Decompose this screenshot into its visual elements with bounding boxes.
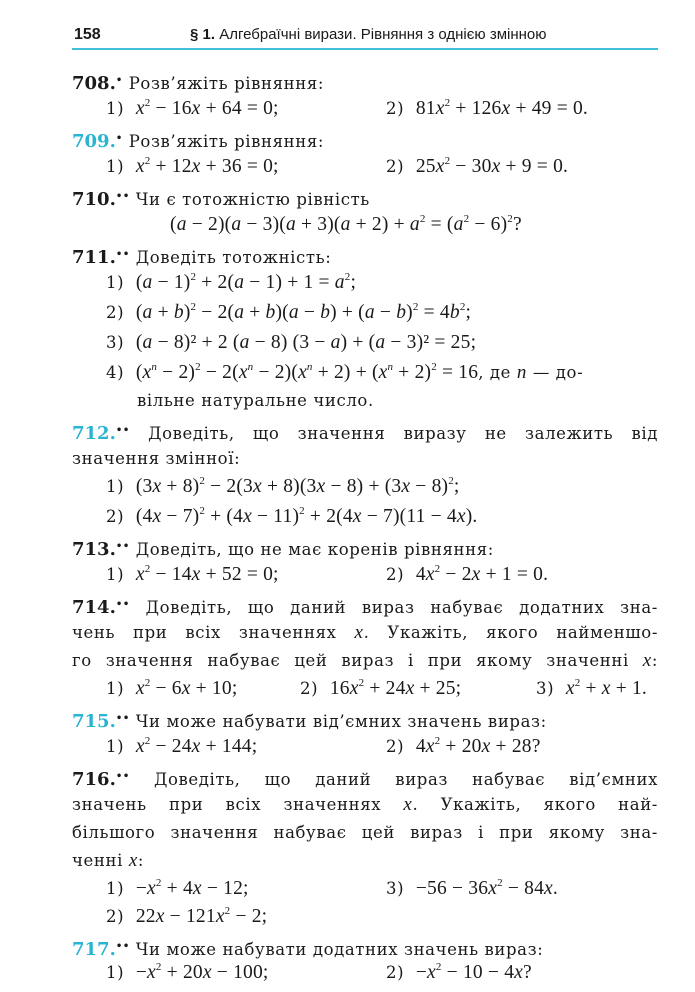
problem-714: 714.•• Доведіть, що даний вираз набуває додатних зна- (72, 597, 658, 618)
problem-716: 716.•• Доведіть, що даний вираз набуває від’ємних (72, 769, 658, 790)
problem-711-item-4-cont: вільне натуральне число. (137, 391, 374, 410)
problem-709: 709.• Розв’яжіть рівняння: (72, 131, 324, 152)
problem-709-item-2: 2) $25x^2 - 30x + 9 = 0$. (386, 155, 569, 177)
problem-713-item-1: 1) $x^2 - 14x + 52 = 0$; (106, 563, 279, 585)
header-rule (72, 48, 658, 50)
problem-713: 713.•• Доведіть, що не має коренів рівняння: (72, 539, 494, 560)
problem-712-item-2: 2) $(4x - 7)^2 + (4x - 11)^2 + 2(4x - 7)(11 - 4x)$. (106, 505, 478, 527)
problem-711-item-1: 1) $(a - 1)^2 + 2(a - 1) + 1 = a^2$; (106, 271, 357, 293)
problem-716-item-3: $3) -56 - 36x^2 - 84x$. (386, 877, 558, 899)
problem-714-item-2: 2) $16x^2 + 24x + 25$; (300, 677, 462, 699)
problem-716-cont-1: значень при всіх значеннях x. Укажіть, якого най- (72, 794, 658, 815)
problem-717-item-2: $2) -x^2 - 10 - 4x$? (386, 961, 532, 983)
problem-711: 711.•• Доведіть тотожність: (72, 247, 332, 268)
problem-710: 710.•• Чи є тотожністю рівність (72, 189, 370, 210)
section-title: § 1. Алгебраїчні вирази. Рівняння з однією змінною (190, 26, 547, 43)
problem-708-item-1: 1) $x^2 - 16x + 64 = 0$; (106, 97, 279, 119)
problem-708: 708.• Розв’яжіть рівняння: (72, 73, 324, 94)
problem-715: 715.•• Чи може набувати від’ємних значень вираз: (72, 711, 547, 732)
problem-717: 717.•• Чи може набувати додатних значень вираз: (72, 939, 544, 960)
problem-713-item-2: 2) $4x^2 - 2x + 1 = 0$. (386, 563, 549, 585)
problem-712: 712.•• Доведіть, що значення виразу не залежить від (72, 423, 658, 444)
problem-717-item-1: $1) -x^2 + 20x - 100$; (106, 961, 269, 983)
problem-711-item-2: 2) $(a + b)^2 - 2(a + b)(a - b) + (a - b)^2 = 4b^2$; (106, 301, 472, 323)
problem-716-cont-2: більшого значення набуває цей вираз і при якому зна- (72, 823, 658, 842)
problem-714-item-1: 1) $x^2 - 6x + 10$; (106, 677, 238, 699)
problem-710-identity: $(a - 2)(a - 3)(a + 3)(a + 2) + a^2 = (a^2 - 6)^2$? (170, 213, 522, 235)
problem-716-item-1: $1) -x^2 + 4x - 12$; (106, 877, 249, 899)
page-header (0, 26, 695, 50)
problem-716-item-2: 2) $22x - 121x^2 - 2$; (106, 905, 268, 927)
problem-709-item-1: 1) $x^2 + 12x + 36 = 0$; (106, 155, 279, 177)
problem-711-item-4: 4) $(x^n - 2)^2 - 2(x^n - 2)(x^n + 2) + (x^n + 2)^2 = 16$, де n — до- (106, 361, 584, 383)
problem-716-cont-3: ченні x: (72, 850, 145, 871)
problem-714-item-3: 3) $x^2 + x + 1$. (536, 677, 647, 699)
problem-715-item-2: 2) $4x^2 + 20x + 28$? (386, 735, 541, 757)
page-number: 158 (74, 26, 101, 43)
problem-711-item-3: 3) (a − 8)² + 2 (a − 8) (3 − a) + (a − 3)² = 25; (106, 332, 477, 353)
problem-715-item-1: 1) $x^2 - 24x + 144$; (106, 735, 258, 757)
problem-712-cont: значення змінної: (72, 449, 241, 468)
problem-712-item-1: 1) $(3x + 8)^2 - 2(3x + 8)(3x - 8) + (3x - 8)^2$; (106, 475, 460, 497)
problem-714-cont-2: го значення набуває цей вираз і при якому значенні x: (72, 650, 658, 671)
problem-714-cont-1: чень при всіх значеннях x. Укажіть, якого найменшо- (72, 622, 658, 643)
problem-708-item-2: 2) $81x^2 + 126x + 49 = 0$. (386, 97, 588, 119)
